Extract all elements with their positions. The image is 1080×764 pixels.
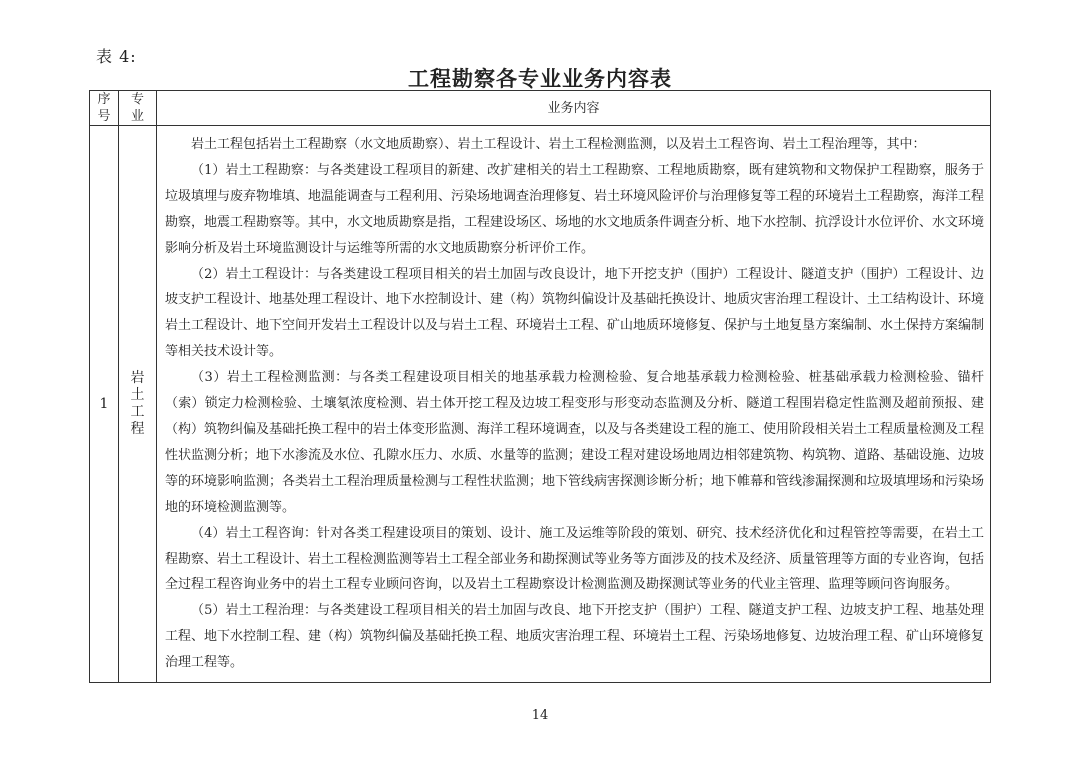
content-paragraph-survey: （1）岩土工程勘察：与各类建设工程项目的新建、改扩建相关的岩土工程勘察、工程地质勘察，既有建筑物和文物保护工程勘察，服务于垃圾填埋与废弃物堆填、地温能调查与工程利用、污染场地调查治理修复、岩土环境风险评价与治理修复等工程的环境岩土工程勘察，海洋工程勘察，地震工程勘察等。其中，水文地质勘察是指，工程建设场区、场地的水文地质条件调查分析、地下水控制、抗浮设计水位评价、水文环境影响分析及岩土环境监测设计与运维等所需的水文地质勘察分析评价工作。 <box>165 162 985 256</box>
row-major: 岩土工程 <box>119 126 157 683</box>
content-paragraph-intro: 岩土工程包括岩土工程勘察（水文地质勘察）、岩土工程设计、岩土工程检测监测，以及岩土工程咨询、岩土工程治理等，其中： <box>191 137 926 152</box>
table-row <box>90 126 991 683</box>
content-paragraph-treatment: （5）岩土工程治理：与各类建设工程项目相关的岩土加固与改良、地下开挖支护（围护）工程、隧道支护工程、边坡支护工程、地基处理工程、地下水控制工程、建（构）筑物纠偏及基础托换工程、地质灾害治理工程、环境岩土工程、污染场地修复、边坡治理工程、矿山环境修复治理工程等。 <box>165 603 985 671</box>
table-label: 表 4: <box>96 47 137 66</box>
page-number: 14 <box>531 708 549 723</box>
content-paragraph-design: （2）岩土工程设计：与各类建设工程项目相关的岩土加固与改良设计，地下开挖支护（围护）工程设计、隧道支护（围护）工程设计、边坡支护工程设计、地基处理工程设计、地下水控制设计、建（构）筑物纠偏设计及基础托换设计、地质灾害治理工程设计、土工结构设计、环境岩土工程设计、地下空间开发岩土工程设计以及与岩土工程、环境岩土工程、矿山地质环境修复、保护与土地复垦方案编制、水土保持方案编制等相关技术设计等。 <box>165 266 985 360</box>
content-paragraph-monitoring: （3）岩土工程检测监测：与各类工程建设项目相关的地基承载力检测检验、复合地基承载力检测检验、桩基础承载力检测检验、锚杆（索）锁定力检测检验、土壤氡浓度检测、岩土体开挖工程及边坡工程变形与形变动态监测及分析、隧道工程围岩稳定性监测及超前预报、建（构）筑物纠偏及基础托换工程中的岩土体变形监测、海洋工程环境调查，以及与各类建设工程的施工、使用阶段相关岩土工程质量检测及工程性状监测分析；地下水渗流及水位、孔隙水压力、水质、水量等的监测；建设工程对建设场地周边相邻建筑物、构筑物、道路、基础设施、边坡等的环境影响监测；各类岩土工程治理质量检测与工程性状监测；地下管线病害探测诊断分析；地下帷幕和管线渗漏探测和垃圾填埋场和污染场地的环境检测监测等。 <box>165 370 985 515</box>
header-seq: 序号 <box>90 91 119 126</box>
row-seq: 1 <box>90 126 119 683</box>
header-content: 业务内容 <box>157 91 991 126</box>
table-header-row <box>90 91 991 126</box>
content-paragraph-consulting: （4）岩土工程咨询：针对各类工程建设项目的策划、设计、施工及运维等阶段的策划、研究、技术经济优化和过程管控等需要，在岩土工程勘察、岩土工程设计、岩土工程检测监测等岩土工程全部业务和勘探测试等业务等方面涉及的技术及经济、质量管理等方面的专业咨询，包括全过程工程咨询业务中的岩土工程专业顾问咨询，以及岩土工程勘察设计检测监测及勘探测试等业务的代业主管理、监理等顾问咨询服务。 <box>165 525 985 593</box>
document-title: 工程勘察各专业业务内容表 <box>408 67 672 91</box>
header-major: 专业 <box>119 91 157 126</box>
business-content-table <box>89 90 991 683</box>
row-content <box>157 126 991 683</box>
